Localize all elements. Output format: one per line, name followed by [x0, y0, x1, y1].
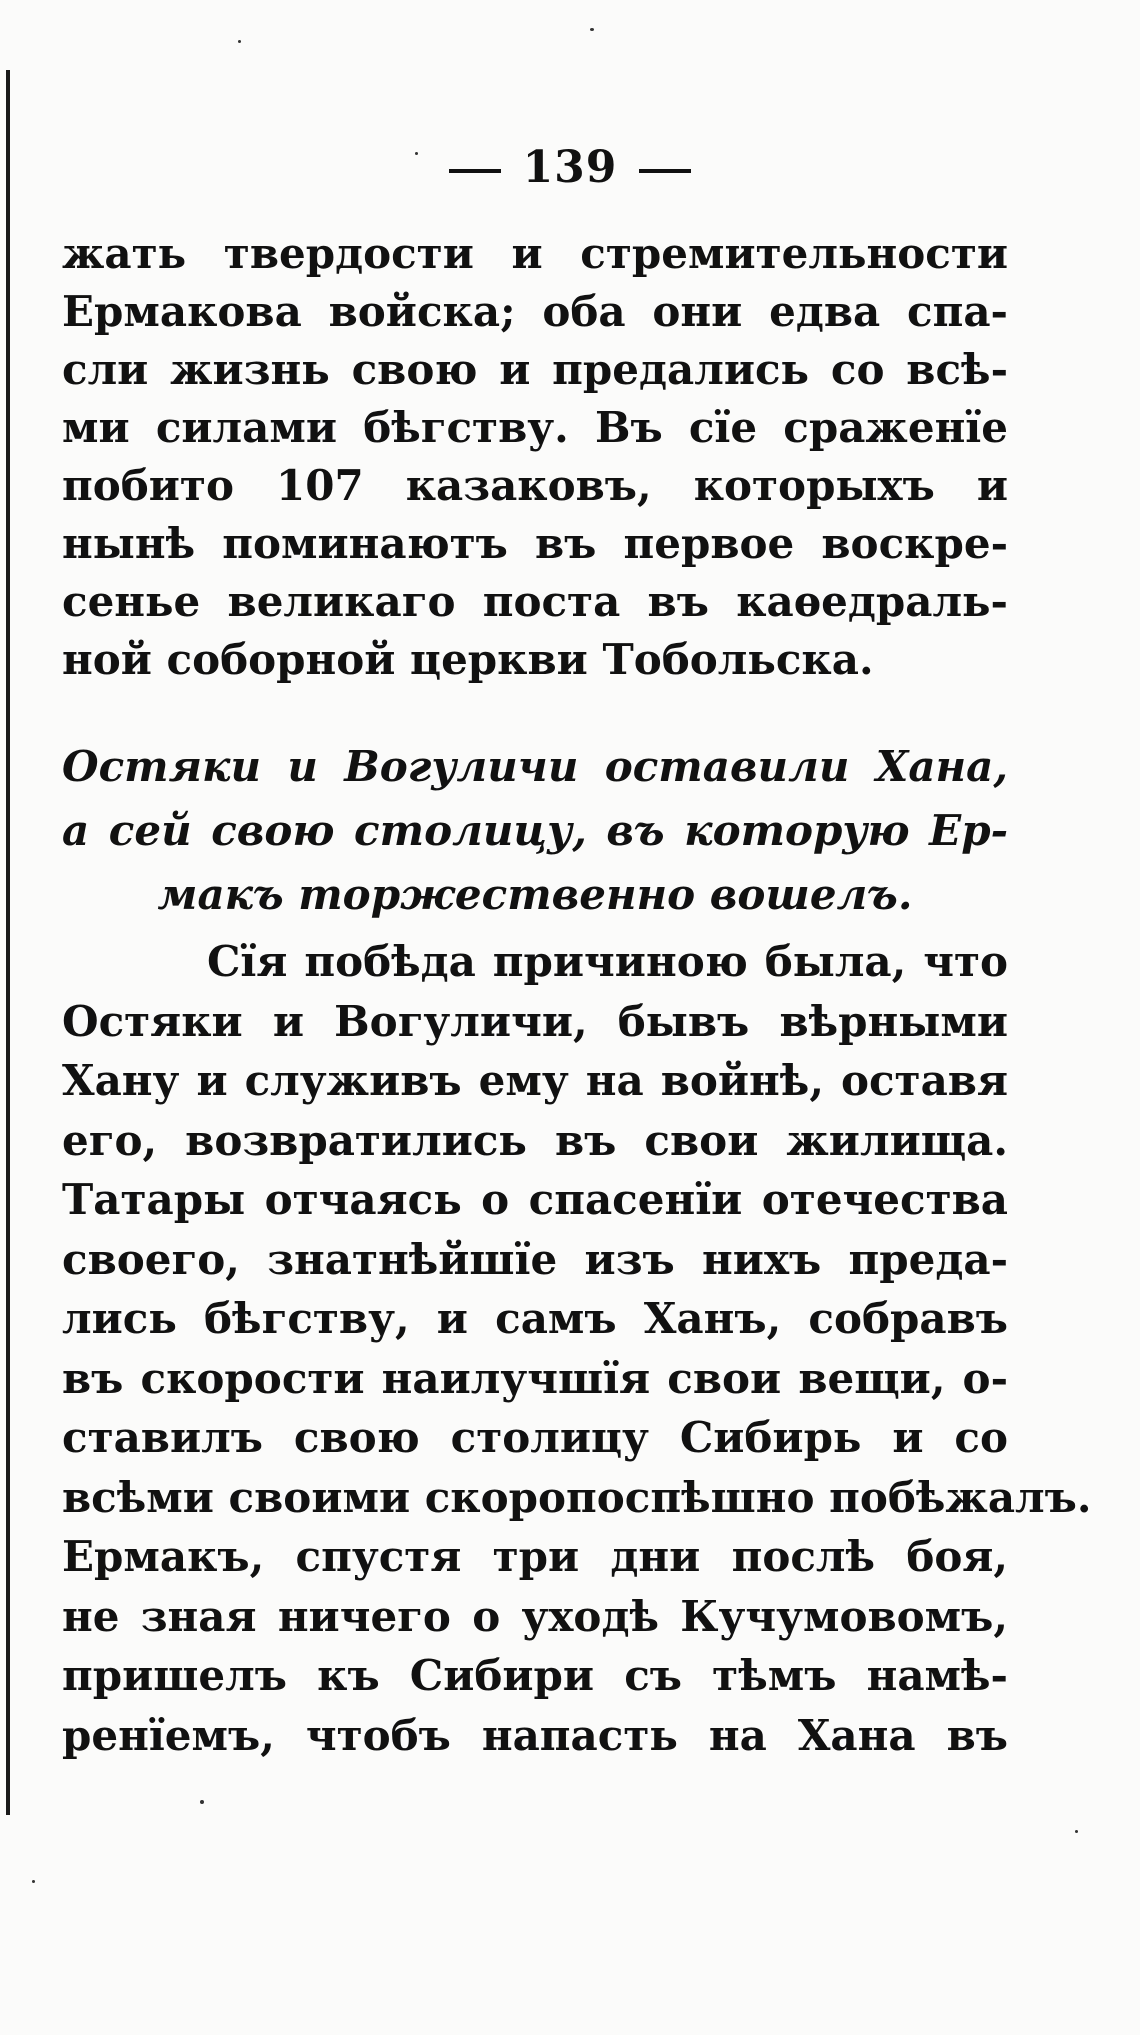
text-line-last: ной соборной церкви Тобольска.	[62, 635, 874, 684]
paper-speck	[238, 40, 241, 43]
page-number: 139	[522, 142, 618, 193]
text-line: Ермакъ, спустя три дни послѣ боя,	[62, 1532, 1008, 1581]
heading-line: Остяки и Вогуличи оставили Хана,	[62, 742, 1008, 791]
text-line: ми силами бѣгству. Въ сїе сраженїе	[62, 403, 1008, 452]
paragraph-2	[62, 932, 1092, 1765]
text-line: сенье великаго поста въ каѳедраль-	[62, 577, 1008, 626]
paper-speck	[590, 28, 594, 31]
header-dash-right	[639, 169, 691, 173]
text-line: нынѣ поминаютъ въ первое воскре-	[62, 519, 1008, 568]
paper-speck	[1075, 1830, 1078, 1833]
text-line: всѣми своими скоропоспѣшно побѣжалъ.	[62, 1472, 1092, 1522]
paper-speck	[200, 1800, 204, 1804]
text-line: его, возвратились въ свои жилища.	[62, 1115, 1008, 1165]
page-header	[0, 142, 1140, 193]
paper-speck	[32, 1880, 35, 1883]
text-line: лись бѣгству, и самъ Ханъ, собравъ	[62, 1294, 1008, 1343]
text-line: Хану и служивъ ему на войнѣ, оставя	[62, 1056, 1008, 1105]
text-line: побито 107 казаковъ, которыхъ и	[62, 461, 1008, 510]
text-line: Остяки и Вогуличи, бывъ вѣрными	[62, 996, 1008, 1046]
page-binding-edge	[6, 70, 10, 1815]
paper-speck	[415, 152, 418, 155]
heading-line: макъ торжественно вошелъ.	[157, 870, 913, 919]
paragraph-1	[62, 225, 1008, 689]
section-heading	[62, 735, 1008, 927]
text-line: Татары отчаясь о спасенїи отечества	[62, 1175, 1008, 1224]
text-line: Ермакова войска; оба они едва спа-	[62, 287, 1008, 336]
text-line: своего, знатнѣйшїе изъ нихъ преда-	[62, 1234, 1008, 1284]
text-line: ренїемъ, чтобъ напасть на Хана въ	[62, 1710, 1008, 1760]
text-line: въ скорости наилучшїя свои вещи, о-	[62, 1353, 1008, 1403]
heading-line: а сей свою столицу, въ которую Ер-	[62, 806, 1008, 855]
text-line: пришелъ къ Сибири съ тѣмъ намѣ-	[62, 1651, 1008, 1700]
header-dash-left	[449, 169, 501, 173]
text-line: ставилъ свою столицу Сибирь и со	[62, 1413, 1008, 1462]
text-line: жать твердости и стремительности	[62, 229, 1008, 278]
text-line-indented: Сїя побѣда причиною была, что	[207, 937, 1008, 986]
text-line: сли жизнь свою и предались со всѣ-	[62, 345, 1008, 394]
text-line: не зная ничего о уходѣ Кучумовомъ,	[62, 1591, 1008, 1641]
